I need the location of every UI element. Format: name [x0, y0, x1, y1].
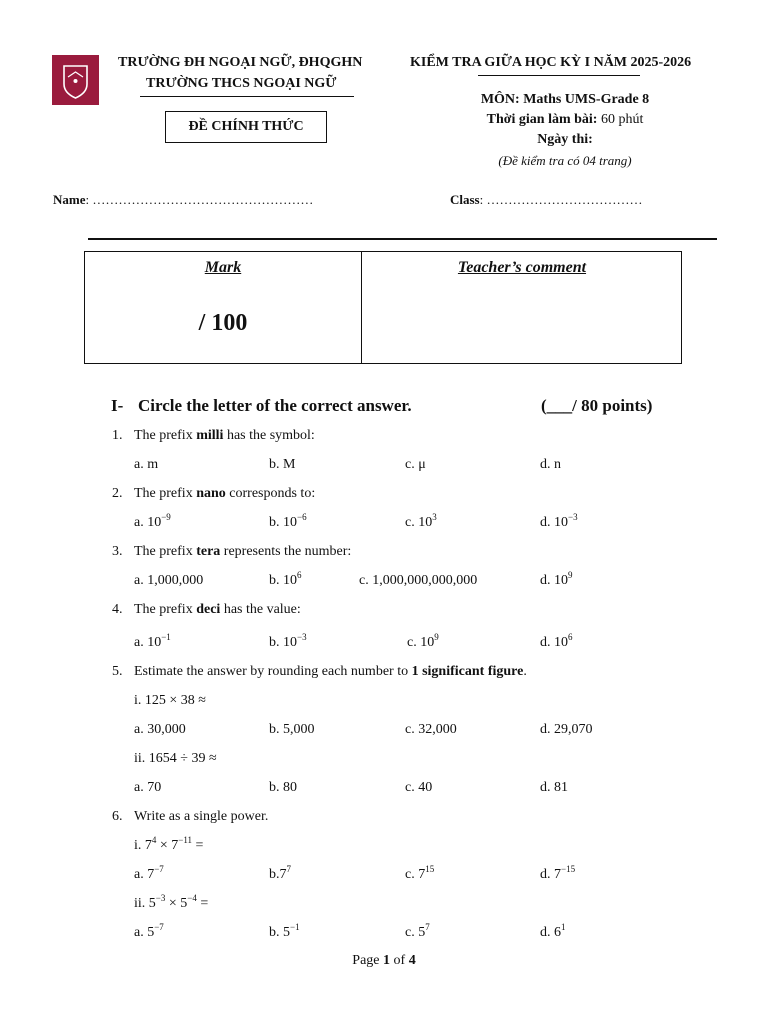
class-label: Class — [450, 192, 480, 207]
score-box — [84, 251, 682, 364]
question-number: 3. — [112, 544, 123, 559]
exam-title: KIỂM TRA GIỮA HỌC KỲ I NĂM 2025-2026 — [410, 55, 692, 70]
q5i-option-a[interactable]: a. 30,000 — [134, 722, 186, 737]
question-number: 4. — [112, 602, 123, 617]
official-exam-box: ĐỀ CHÍNH THỨC — [165, 111, 327, 143]
q5i-option-b[interactable]: b. 5,000 — [269, 722, 315, 737]
q3-option-a[interactable]: a. 1,000,000 — [134, 573, 204, 588]
question-text-end: . — [523, 664, 527, 679]
question-text-end: represents the number: — [220, 544, 352, 559]
question-text: The prefix — [134, 486, 197, 501]
q2-option-b[interactable]: b. $10^{-6}$ — [269, 512, 307, 530]
q6-part-i: i. $7^4 \times 7^{-11}$ = — [134, 835, 204, 853]
q6-part-ii: ii. $5^{-3} \times 5^{-4}$ = — [134, 893, 209, 911]
q4-option-a[interactable]: a. $10^{-1}$ — [134, 632, 171, 650]
question-keyword: milli — [196, 428, 224, 443]
school-underline — [140, 96, 354, 97]
question-text: The prefix — [134, 428, 197, 443]
question-number: 1. — [112, 428, 123, 443]
q5ii-option-a[interactable]: a. 70 — [134, 780, 162, 795]
university-name: TRƯỜNG ĐH NGOẠI NGỮ, ĐHQGHN — [118, 55, 363, 70]
q1-option-c[interactable]: c. μ — [405, 457, 426, 472]
section-number: I- — [111, 396, 124, 415]
teacher-comment-label: Teacher’s comment — [457, 259, 587, 276]
question-1 — [112, 428, 315, 444]
q5-part-i: i. 125 × 38 ≈ — [134, 693, 206, 708]
question-text: Write as a single power. — [134, 809, 269, 824]
exam-title-underline — [478, 75, 640, 76]
question-number: 2. — [112, 486, 123, 501]
q2-option-c[interactable]: c. $10^3$ — [405, 512, 437, 530]
header-divider — [88, 238, 717, 240]
question-number: 5. — [112, 664, 123, 679]
question-keyword: 1 significant figure — [411, 664, 524, 679]
q4-option-b[interactable]: b. $10^{-3}$ — [269, 632, 307, 650]
q6i-option-d[interactable]: d. $7^{-15}$ — [540, 864, 576, 882]
q4-option-d[interactable]: d. $10^6$ — [540, 632, 573, 650]
subject-line: MÔN: Maths UMS-Grade 8 — [480, 92, 650, 107]
q5ii-option-c[interactable]: c. 40 — [405, 780, 433, 795]
q5i-option-d[interactable]: d. 29,070 — [540, 722, 593, 737]
question-keyword: nano — [196, 486, 226, 501]
question-6 — [112, 809, 268, 825]
question-number: 6. — [112, 809, 123, 824]
mark-score: / 100 — [198, 310, 248, 336]
q6ii-option-d[interactable]: d. $6^1$ — [540, 922, 566, 940]
q3-option-d[interactable]: d. $10^9$ — [540, 570, 573, 588]
question-text: Estimate the answer by rounding each number to — [134, 664, 412, 679]
school-logo — [52, 55, 99, 105]
mark-label: Mark — [204, 259, 242, 276]
name-label: Name — [53, 192, 86, 207]
question-text-end: corresponds to: — [225, 486, 316, 501]
question-5 — [112, 664, 527, 680]
question-text: The prefix — [134, 602, 197, 617]
q5ii-option-d[interactable]: d. 81 — [540, 780, 568, 795]
question-text-end: has the symbol: — [223, 428, 315, 443]
question-keyword: deci — [196, 602, 221, 617]
duration-label: Thời gian làm bài: — [486, 112, 598, 127]
section-title: Circle the letter of the correct answer. — [138, 396, 412, 415]
q1-option-d[interactable]: d. n — [540, 457, 561, 472]
q6ii-option-a[interactable]: a. $5^{-7}$ — [134, 922, 164, 940]
school-name: TRƯỜNG THCS NGOẠI NGỮ — [146, 76, 337, 91]
q3-option-b[interactable]: b. $10^6$ — [269, 570, 302, 588]
question-text-end: has the value: — [220, 602, 301, 617]
q4-option-c[interactable]: c. $10^9$ — [407, 632, 439, 650]
q5i-option-c[interactable]: c. 32,000 — [405, 722, 457, 737]
q6ii-option-b[interactable]: b. $5^{-1}$ — [269, 922, 300, 940]
class-dots: : ……………………………… — [479, 192, 643, 207]
question-4 — [112, 602, 301, 618]
q5-part-ii: ii. 1654 ÷ 39 ≈ — [134, 751, 217, 766]
exam-date-label: Ngày thi: — [537, 132, 593, 147]
section-points: (___/ 80 points) — [541, 396, 653, 415]
question-3 — [112, 544, 351, 560]
duration-value: 60 phút — [600, 112, 644, 127]
duration-line — [430, 112, 700, 128]
page-number: Page 1 of 4 — [352, 953, 416, 968]
student-name-field[interactable] — [53, 192, 313, 208]
question-text: The prefix — [134, 544, 197, 559]
q1-option-b[interactable]: b. M — [269, 457, 296, 472]
q3-option-c[interactable]: c. 1,000,000,000,000 — [359, 573, 478, 588]
name-dots: : …………………………………………… — [85, 192, 314, 207]
question-keyword: tera — [196, 544, 221, 559]
q6i-option-a[interactable]: a. $7^{-7}$ — [134, 864, 164, 882]
q6i-option-c[interactable]: c. $7^{15}$ — [405, 864, 435, 882]
q6i-option-b[interactable]: $b.7^7$ — [269, 864, 291, 882]
pages-note: (Đề kiểm tra có 04 trang) — [498, 153, 632, 168]
student-class-field[interactable] — [450, 192, 643, 208]
question-2 — [112, 486, 315, 502]
q2-option-a[interactable]: a. $10^{-9}$ — [134, 512, 171, 530]
section-heading — [111, 396, 412, 416]
q5ii-option-b[interactable]: b. 80 — [269, 780, 297, 795]
q6ii-option-c[interactable]: c. $5^7$ — [405, 922, 430, 940]
q2-option-d[interactable]: d. $10^{-3}$ — [540, 512, 578, 530]
q1-option-a[interactable]: a. m — [134, 457, 159, 472]
